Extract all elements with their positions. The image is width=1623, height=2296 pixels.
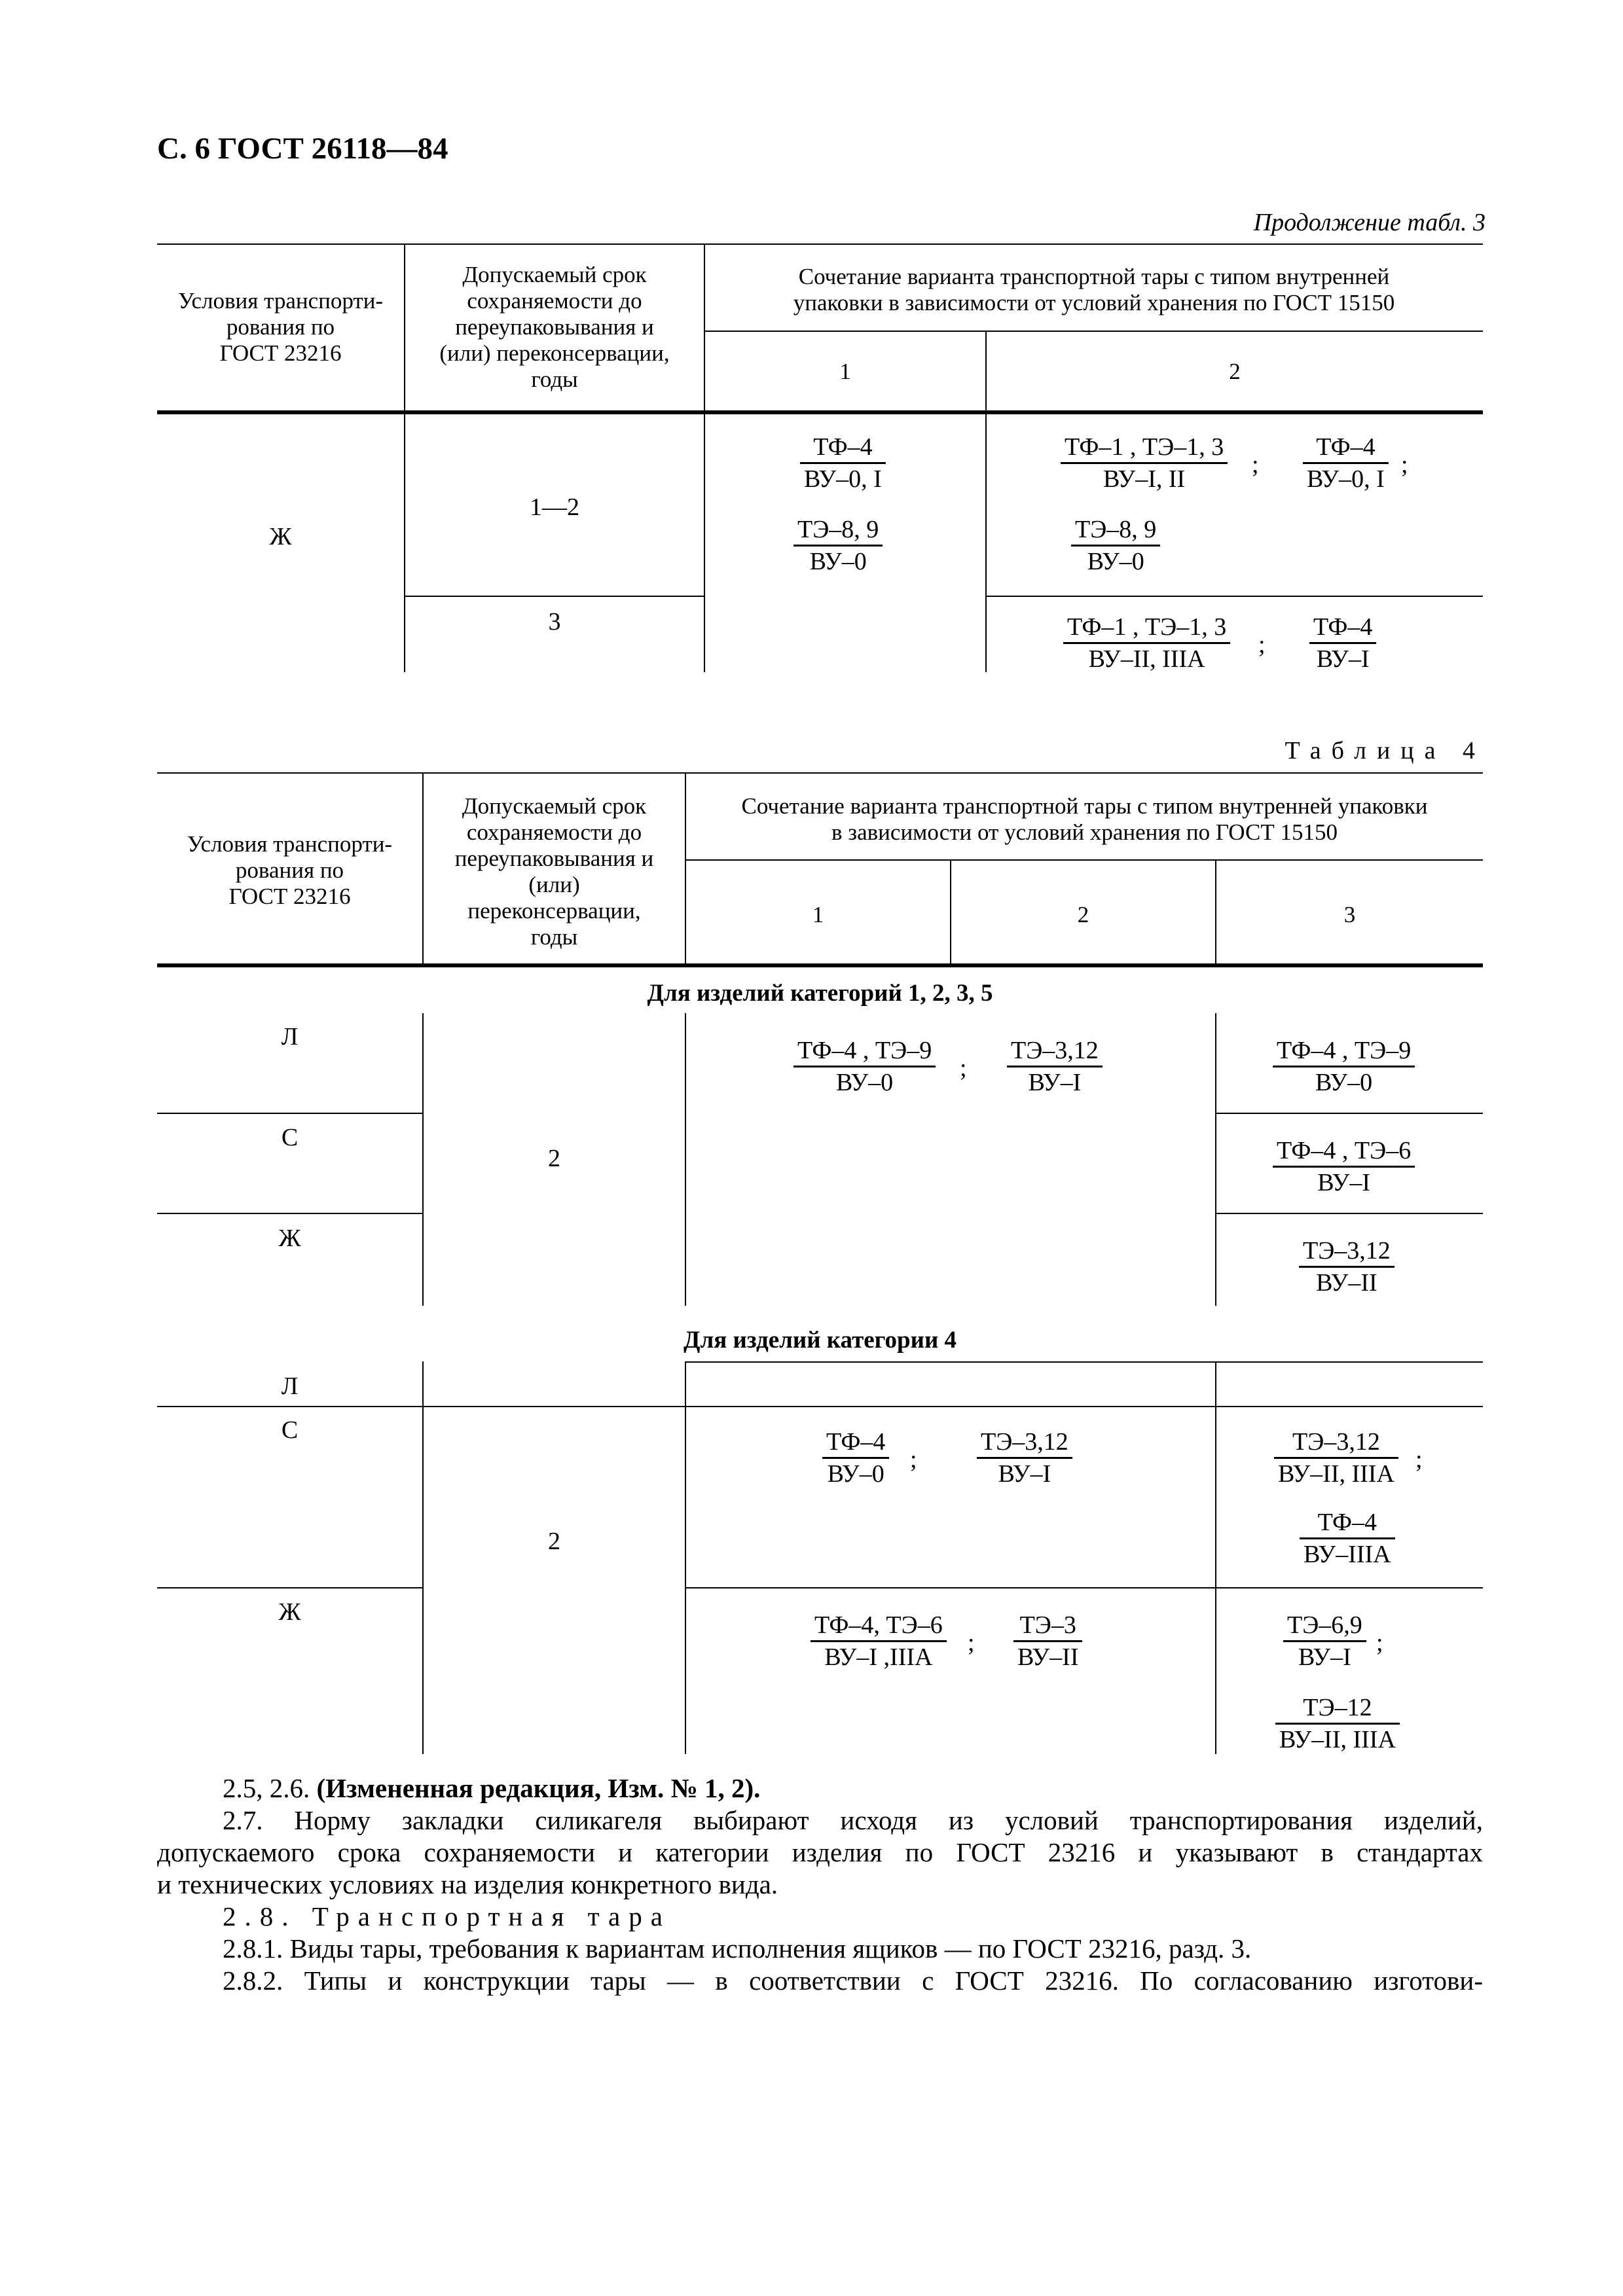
t4-s2-s-c1-fraction-2: ТЭ–3,12 ВУ–I bbox=[977, 1427, 1072, 1489]
t3-c2-fraction-1: ТФ–1 , ТЭ–1, 3 ВУ–I, II bbox=[1061, 432, 1228, 494]
t4-s2-cond-s: С bbox=[281, 1416, 299, 1444]
t4-s1-vline-2 bbox=[685, 1013, 686, 1306]
t4-s1-rule-s3 bbox=[1215, 1213, 1483, 1214]
t4-s1-cond-l: Л bbox=[281, 1023, 299, 1050]
t3-c2-fraction-4: ТФ–1 , ТЭ–1, 3 ВУ–II, IIIA bbox=[1063, 612, 1230, 674]
t4-s1-cond-zh: Ж bbox=[278, 1225, 301, 1252]
t3-head-period: Допускаемый срок сохраняемости до переупаковывания и (или) переконсервации, годы bbox=[439, 262, 670, 392]
t4-s1-rule-l3 bbox=[1215, 1113, 1483, 1114]
t3-c2-fraction-3: ТЭ–8, 9 ВУ–0 bbox=[1071, 514, 1160, 577]
t4-s2-zh-c3-fraction-1: ТЭ–6,9 ВУ–I bbox=[1283, 1610, 1366, 1672]
t3-head-conditions: Условия транспорти- рования по ГОСТ 23216 bbox=[177, 288, 384, 366]
t4-subhead-3: 3 bbox=[1343, 902, 1356, 927]
table3-top-rule bbox=[157, 243, 1483, 245]
t4-s2-period: 2 bbox=[548, 1528, 560, 1555]
t4-s2-zh-c1-fraction-1: ТФ–4, ТЭ–6 ВУ–I ,IIIA bbox=[811, 1610, 947, 1672]
t4-s2-vline-3 bbox=[1215, 1361, 1216, 1754]
table3-col2-divider bbox=[985, 596, 1483, 597]
para-2-7-line1: 2.7. Норму закладки силикагеля выбирают исходя из условий транспортирования изделий, bbox=[223, 1805, 1483, 1835]
t4-s1-period: 2 bbox=[548, 1145, 560, 1172]
t4-s2-s-c3-fraction-2: ТФ–4 ВУ–IIIA bbox=[1300, 1507, 1395, 1570]
t4-subhead-1: 1 bbox=[812, 902, 824, 927]
t4-s2-rule-s bbox=[157, 1587, 422, 1588]
t4-s2-rule-s2 bbox=[685, 1587, 1483, 1588]
para-2-7-line3: и технических условиях на изделия конкретного вида. bbox=[157, 1869, 778, 1899]
t3-period-1: 1—2 bbox=[530, 493, 579, 521]
t4-s1-semicolon: ; bbox=[960, 1054, 967, 1082]
t4-s2-cond-l: Л bbox=[281, 1372, 299, 1400]
t4-s2-cond-zh: Ж bbox=[278, 1598, 301, 1626]
table4-top-rule bbox=[157, 772, 1483, 774]
t3-semicolon-2: ; bbox=[1401, 451, 1408, 478]
t4-head-conditions: Условия транспорти- рования по ГОСТ 23216 bbox=[187, 831, 393, 909]
t4-s1-rule-s bbox=[157, 1213, 422, 1214]
t4-s2-semicolon-3: ; bbox=[968, 1629, 975, 1657]
table3-sub-rule bbox=[704, 331, 1483, 332]
body-text bbox=[157, 1772, 1483, 1997]
t3-semicolon-3: ; bbox=[1258, 631, 1266, 658]
para-2-8: 2.8. Транспортная тара bbox=[223, 1901, 671, 1931]
t4-head-period: Допускаемый срок сохраняемости до переупаковывания и (или) переконсервации, годы bbox=[454, 793, 654, 950]
t4-s1-cond-s: С bbox=[281, 1124, 299, 1151]
t4-s1-c3-fraction-1: ТФ–4 , ТЭ–9 ВУ–0 bbox=[1273, 1035, 1415, 1098]
t4-s2-semicolon-2: ; bbox=[1415, 1446, 1423, 1473]
t3-c1-fraction-2: ТЭ–8, 9 ВУ–0 bbox=[793, 514, 883, 577]
t4-head-combination: Сочетание варианта транспортной тары с типом внутренней упаковки в зависимости от условий хранения по ГОСТ 15150 bbox=[741, 793, 1428, 845]
t4-subhead-2: 2 bbox=[1077, 902, 1089, 927]
para-2-5: 2.5, 2.6. (Измененная редакция, Изм. № 1, 2). bbox=[223, 1773, 761, 1803]
t3-c2-fraction-2: ТФ–4 ВУ–0, I bbox=[1303, 432, 1389, 494]
t4-s2-s-c1-fraction-1: ТФ–4 ВУ–0 bbox=[822, 1427, 889, 1489]
t4-section2-title: Для изделий категории 4 bbox=[683, 1327, 957, 1354]
t4-s2-zh-c1-fraction-2: ТЭ–3 ВУ–II bbox=[1013, 1610, 1082, 1672]
t4-s2-vline-2 bbox=[685, 1361, 686, 1754]
t3-subhead-1: 1 bbox=[839, 359, 851, 384]
continuation-label: Продолжение табл. 3 bbox=[1253, 209, 1486, 236]
t4-s2-zh-c3-fraction-2: ТЭ–12 ВУ–II, IIIA bbox=[1275, 1693, 1400, 1755]
table3-header-rule bbox=[157, 410, 1483, 414]
t3-c1-fraction-1: ТФ–4 ВУ–0, I bbox=[800, 432, 886, 494]
t4-s1-rule-l bbox=[157, 1113, 422, 1114]
t3-semicolon-1: ; bbox=[1252, 451, 1259, 478]
t4-s1-c1-fraction-2: ТЭ–3,12 ВУ–I bbox=[1007, 1035, 1103, 1098]
para-2-7-line2: допускаемого срока сохраняемости и категории изделия по ГОСТ 23216 и указывают в стандартах bbox=[157, 1837, 1483, 1867]
page-header: С. 6 ГОСТ 26118—84 bbox=[157, 132, 448, 166]
t4-s2-rule-l bbox=[157, 1406, 1483, 1407]
t4-section1-title: Для изделий категорий 1, 2, 3, 5 bbox=[647, 980, 993, 1007]
t4-s1-c1-fraction-1: ТФ–4 , ТЭ–9 ВУ–0 bbox=[793, 1035, 936, 1098]
table4-header-rule bbox=[157, 963, 1483, 967]
t4-s1-c3-fraction-3: ТЭ–3,12 ВУ–II bbox=[1299, 1236, 1395, 1298]
t3-head-combination: Сочетание варианта транспортной тары с типом внутренней упаковки в зависимости от условий хранения по ГОСТ 15150 bbox=[793, 264, 1395, 315]
t4-s1-c3-fraction-2: ТФ–4 , ТЭ–6 ВУ–I bbox=[1273, 1136, 1415, 1198]
table4-caption: Таблица 4 bbox=[1285, 737, 1486, 764]
para-2-8-1: 2.8.1. Виды тары, требования к вариантам исполнения ящиков — по ГОСТ 23216, разд. 3. bbox=[223, 1933, 1252, 1964]
t4-s2-vline-1 bbox=[422, 1361, 424, 1754]
t3-period-2: 3 bbox=[548, 608, 561, 636]
table4-sub-rule bbox=[685, 859, 1483, 861]
para-2-8-2: 2.8.2. Типы и конструкции тары — в соответствии с ГОСТ 23216. По согласованию изготови- bbox=[223, 1965, 1483, 1996]
t3-c2-fraction-5: ТФ–4 ВУ–I bbox=[1309, 612, 1376, 674]
t4-s2-semicolon-1: ; bbox=[910, 1446, 917, 1473]
t3-subhead-2: 2 bbox=[1229, 359, 1241, 384]
t4-s2-top-rule bbox=[685, 1361, 1483, 1363]
t4-s2-s-c3-fraction-1: ТЭ–3,12 ВУ–II, IIIA bbox=[1274, 1427, 1398, 1489]
t4-s1-vline-3 bbox=[1215, 1013, 1216, 1306]
t3-condition: Ж bbox=[269, 523, 292, 550]
table3-period-divider bbox=[404, 596, 704, 597]
t4-s2-semicolon-4: ; bbox=[1376, 1629, 1383, 1657]
